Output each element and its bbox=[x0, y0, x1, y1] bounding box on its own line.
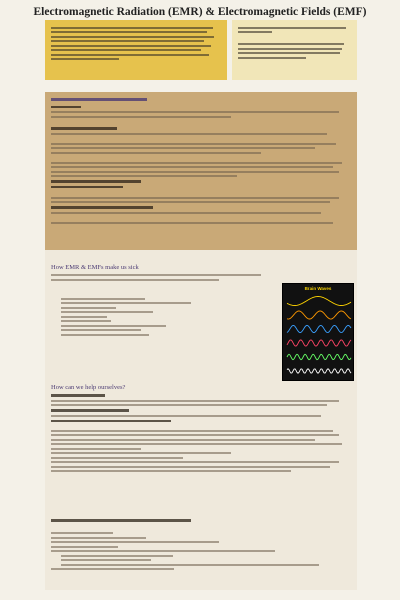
brain-waves-figure bbox=[282, 283, 354, 381]
brain-waves-chart bbox=[283, 294, 353, 380]
definition-box bbox=[232, 20, 357, 80]
brain-wave-2 bbox=[287, 311, 351, 319]
how-help-heading: How can we help ourselves? bbox=[51, 384, 126, 391]
sources-heading bbox=[51, 98, 147, 101]
intro-box bbox=[45, 20, 227, 80]
page-title: Electromagnetic Radiation (EMR) & Electromagnetic Fields (EMF) bbox=[33, 6, 367, 18]
brain-waves-title: Brain Waves bbox=[304, 286, 332, 291]
brain-wave-4 bbox=[287, 340, 351, 346]
brain-wave-1 bbox=[287, 297, 351, 306]
brain-wave-6 bbox=[287, 369, 351, 374]
brain-wave-3 bbox=[287, 325, 351, 332]
brain-wave-5 bbox=[287, 354, 351, 359]
how-sick-heading: How EMR & EMFs make us sick bbox=[51, 264, 139, 271]
